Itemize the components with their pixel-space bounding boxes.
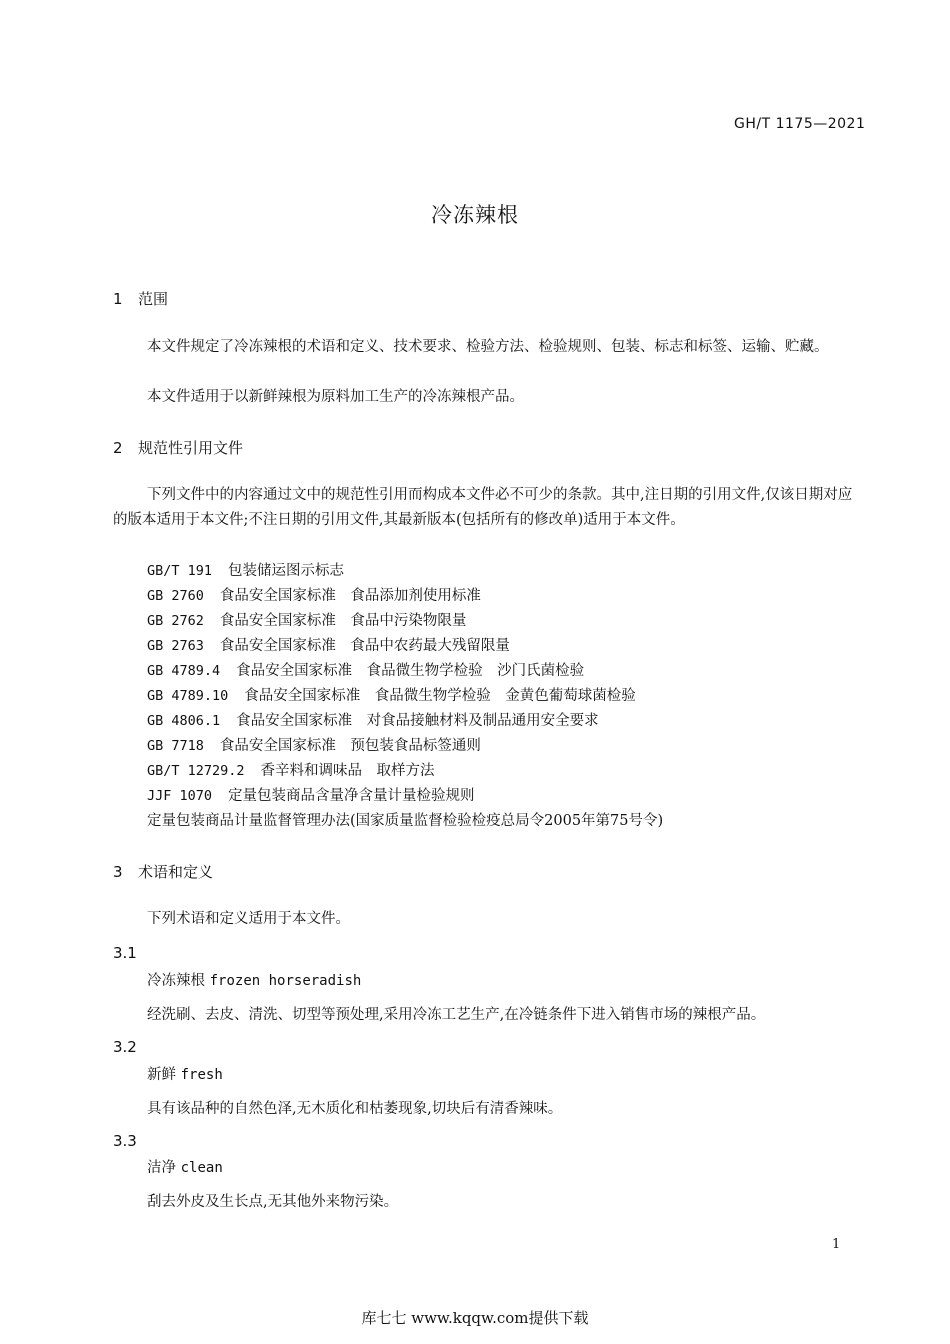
section-2-heading xyxy=(113,437,243,458)
reference-item xyxy=(147,734,481,755)
reference-title: 香辛料和调味品 取样方法 xyxy=(260,763,435,779)
term-number: 3.1 xyxy=(113,944,137,962)
document-title: 冷冻辣根 xyxy=(431,203,519,227)
term-en: frozen horseradish xyxy=(209,973,362,989)
reference-item xyxy=(147,559,344,580)
reference-title: 食品安全国家标准 食品微生物学检验 沙门氏菌检验 xyxy=(236,663,585,679)
reference-code: GB/T 191 xyxy=(147,563,213,579)
reference-code: GB 2763 xyxy=(147,638,204,654)
term-number: 3.2 xyxy=(113,1038,137,1056)
term-zh: 冷冻辣根 xyxy=(147,973,205,989)
term-definition: 经洗刷、去皮、清洗、切型等预处理,采用冷冻工艺生产,在冷链条件下进入销售市场的辣根产品。 xyxy=(147,1007,766,1023)
reference-title: 食品安全国家标准 食品添加剂使用标准 xyxy=(219,588,481,604)
section-3-heading xyxy=(113,861,213,882)
reference-item-regulation: 定量包装商品计量监督管理办法(国家质量监督检验检疫总局令2005年第75号令) xyxy=(147,813,664,829)
reference-item xyxy=(147,784,475,805)
terms-intro: 下列术语和定义适用于本文件。 xyxy=(147,911,350,927)
references-intro: 下列文件中的内容通过文中的规范性引用而构成本文件必不可少的条款。其中,注日期的引用文件,仅该日期对应的版本适用于本文件;不注日期的引用文件,其最新版本(包括所有的修改单)适用于本文件。 xyxy=(113,487,853,528)
reference-code: GB/T 12729.2 xyxy=(147,763,245,779)
standard-code: GH/T 1175—2021 xyxy=(734,116,866,132)
reference-title: 食品安全国家标准 食品中农药最大残留限量 xyxy=(219,638,510,654)
reference-title: 食品安全国家标准 食品中污染物限量 xyxy=(219,613,467,629)
reference-title: 食品安全国家标准 预包装食品标签通则 xyxy=(219,738,481,754)
reference-item xyxy=(147,634,510,655)
term-definition: 刮去外皮及生长点,无其他外来物污染。 xyxy=(147,1194,399,1210)
reference-item xyxy=(147,759,435,780)
reference-title: 包装储运图示标志 xyxy=(228,563,345,579)
section-title: 规范性引用文件 xyxy=(138,439,244,457)
download-footer: 库七七 www.kqqw.com提供下载 xyxy=(361,1309,589,1327)
reference-code: JJF 1070 xyxy=(147,788,213,804)
reference-item xyxy=(147,584,481,605)
term-en: clean xyxy=(180,1160,223,1176)
page-number: 1 xyxy=(832,1237,841,1252)
term-definition: 具有该品种的自然色泽,无木质化和枯萎现象,切块后有清香辣味。 xyxy=(147,1101,563,1117)
reference-title: 食品安全国家标准 食品微生物学检验 金黄色葡萄球菌检验 xyxy=(244,688,636,704)
scope-paragraph-2: 本文件适用于以新鲜辣根为原料加工生产的冷冻辣根产品。 xyxy=(147,389,524,405)
term-number: 3.3 xyxy=(113,1132,137,1150)
reference-code: GB 2762 xyxy=(147,613,204,629)
reference-title: 食品安全国家标准 对食品接触材料及制品通用安全要求 xyxy=(236,713,599,729)
reference-item xyxy=(147,684,636,705)
term-entry xyxy=(147,969,361,990)
reference-code: GB 2760 xyxy=(147,588,204,604)
term-entry xyxy=(147,1063,223,1084)
term-en: fresh xyxy=(180,1067,223,1083)
section-1-heading xyxy=(113,288,168,309)
reference-item xyxy=(147,709,599,730)
term-zh: 洁净 xyxy=(147,1160,176,1176)
section-title: 范围 xyxy=(138,290,169,308)
reference-code: GB 4789.4 xyxy=(147,663,221,679)
reference-code: GB 4806.1 xyxy=(147,713,221,729)
section-number: 2 xyxy=(113,439,123,457)
reference-code: GB 7718 xyxy=(147,738,204,754)
reference-item xyxy=(147,659,584,680)
reference-item xyxy=(147,609,466,630)
term-entry xyxy=(147,1156,223,1177)
reference-code: GB 4789.10 xyxy=(147,688,229,704)
section-number: 3 xyxy=(113,863,123,881)
section-number: 1 xyxy=(113,290,123,308)
term-zh: 新鲜 xyxy=(147,1067,176,1083)
reference-title: 定量包装商品含量净含量计量检验规则 xyxy=(228,788,475,804)
section-title: 术语和定义 xyxy=(138,863,214,881)
scope-paragraph-1: 本文件规定了冷冻辣根的术语和定义、技术要求、检验方法、检验规则、包装、标志和标签、运输、贮藏。 xyxy=(147,339,829,355)
